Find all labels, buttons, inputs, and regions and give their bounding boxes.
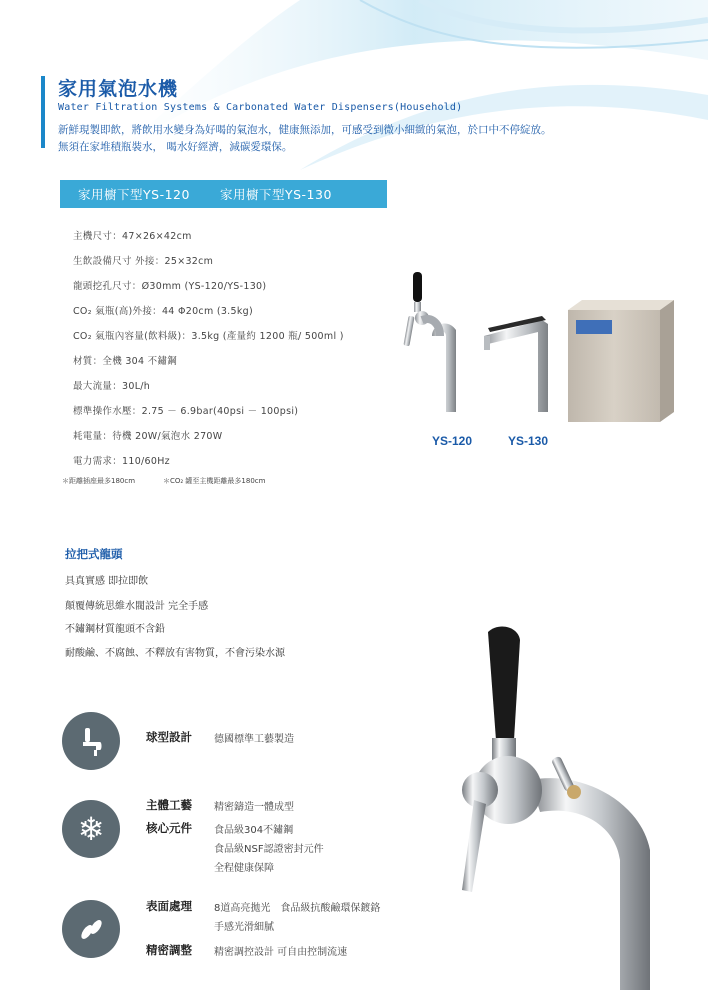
feature-label-2: 主體工藝 <box>146 798 192 812</box>
spec-material: 材質：全機 304 不鏽鋼 <box>73 356 178 367</box>
main-unit-image <box>568 300 674 422</box>
page-title: 家用氣泡水機 <box>58 78 179 100</box>
spec-co2-capacity: CO₂ 氣瓶內容量(飲料級)：3.5kg (產量約 1200 瓶/ 500ml ) <box>73 331 344 342</box>
feature-label-4: 表面處理 <box>146 899 192 913</box>
feature-label-1: 球型設計 <box>146 730 192 744</box>
section-heading: 拉把式龍頭 <box>65 547 123 561</box>
feature-text-3b: 食品級NSF認證密封元件 <box>214 844 324 855</box>
feature-text-4a: 8道高亮拋光 食品級抗酸鹼環保鍍鉻 <box>214 903 381 914</box>
section-line-4: 耐酸鹼、不腐蝕、不釋放有害物質，不會污染水源 <box>65 648 285 659</box>
spec-pressure: 標準操作水壓：2.75 － 6.9bar(40psi － 100psi) <box>73 406 299 417</box>
spec-device-size: 生飲設備尺寸 外接：25×32cm <box>73 256 214 267</box>
section-line-2: 顛覆傳統思維水閥設計 完全手感 <box>65 601 209 612</box>
spec-hole-size: 龍頭挖孔尺寸：Ø30mm (YS-120/YS-130) <box>73 281 267 292</box>
model-label-ys-130: YS-130 <box>508 434 549 448</box>
title-accent-bar <box>41 76 45 148</box>
feature-label-5: 精密調整 <box>146 943 192 957</box>
spec-main-size: 主機尺寸：47×26×42cm <box>73 231 192 242</box>
feature-text-2: 精密鑄造一體成型 <box>214 802 294 813</box>
tab-ys-120: 家用櫥下型YS-120 <box>78 187 190 202</box>
spec-power-req: 電力需求：110/60Hz <box>73 456 170 467</box>
feature-text-1: 德國標準工藝製造 <box>214 734 294 745</box>
product-illustration <box>392 266 682 426</box>
feature-text-5: 精密調控設計 可自由控制流速 <box>214 947 348 958</box>
note-co2: ＊CO₂ 罐至主機距離最多180cm <box>163 477 266 485</box>
tab-ys-130: 家用櫥下型YS-130 <box>219 187 332 202</box>
feature-icon-circle-3 <box>62 900 120 958</box>
description-line-1: 新鮮現製即飲，將飲用水變身為好喝的氣泡水，健康無添加，可感受到微小細緻的氣泡，於口中不停綻放。 <box>58 124 552 136</box>
description-line-2: 無須在家堆積瓶裝水， 喝水好經濟，減碳愛環保。 <box>58 141 293 153</box>
model-label-ys-120: YS-120 <box>432 434 473 448</box>
feature-text-4b: 手感光滑細膩 <box>214 922 274 933</box>
spec-max-flow: 最大流量：30L/h <box>73 381 151 392</box>
section-line-1: 具真實感 即拉即飲 <box>65 576 149 587</box>
model-tab-bar <box>60 180 387 208</box>
spec-co2-height: CO₂ 氣瓶(高)外接：44 Φ20cm (3.5kg) <box>73 306 253 317</box>
section-line-3: 不鏽鋼材質龍頭不含鉛 <box>65 624 165 635</box>
feature-icon-circle-2 <box>62 800 120 858</box>
spec-power-use: 耗電量：待機 20W/氣泡水 270W <box>73 431 223 442</box>
page-subtitle: Water Filtration Systems & Carbonated Water Dispensers(Household) <box>58 102 463 113</box>
lever-faucet-image <box>440 620 690 990</box>
faucet-icon <box>74 724 108 758</box>
snowflake-icon: ❄ <box>77 810 105 848</box>
feature-text-3c: 全程健康保障 <box>214 863 274 874</box>
ys-130-faucet-image <box>484 316 548 412</box>
ys-120-faucet-image <box>403 272 456 412</box>
feature-text-3a: 食品級304不鏽鋼 <box>214 825 294 836</box>
note-outlet: ＊距離插座最多180cm <box>62 477 136 485</box>
feature-icon-circle-1 <box>62 712 120 770</box>
droplets-icon <box>74 912 108 946</box>
feature-label-3: 核心元件 <box>146 821 192 835</box>
